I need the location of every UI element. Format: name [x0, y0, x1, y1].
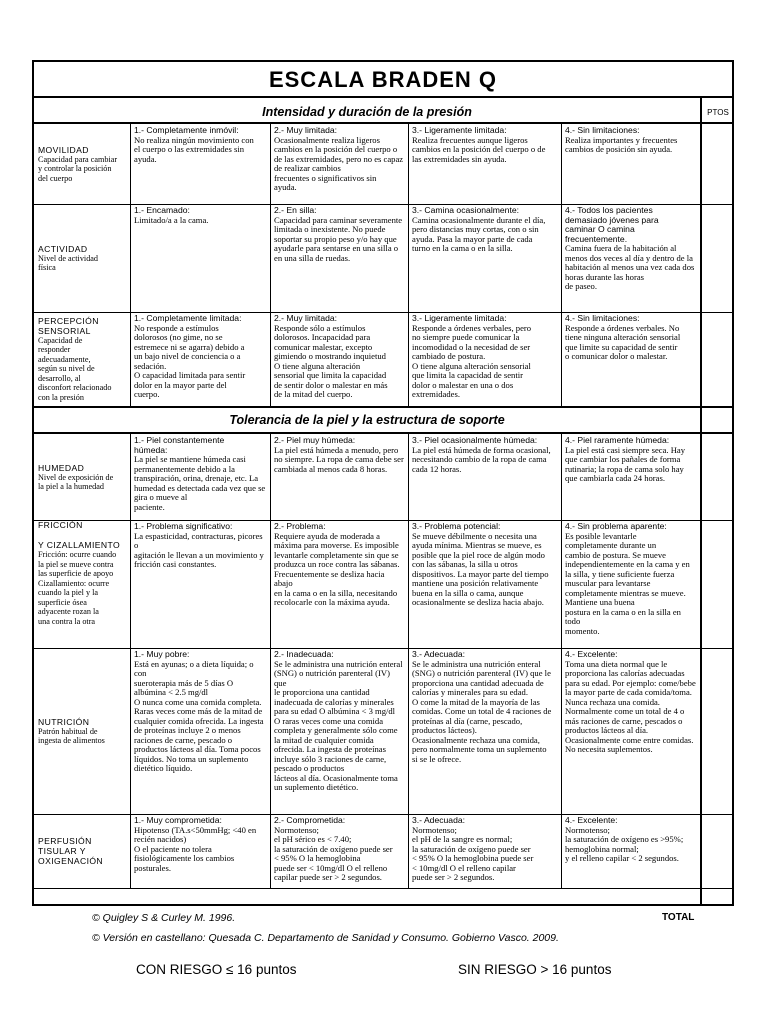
- score-level: 3.- Ligeramente limitada:: [412, 314, 507, 323]
- score-description: Se le administra una nutrición enteral (SNG) o nutrición parenteral (IV) que le proporciona una cantidad inadecuada de calorías y minerales para su edad O albúmina < 3 mg/dl O raras veces come una comida completa y generalmente sólo come la mitad de cualquier comida ofrecida. La ingesta de proteínas incluye sólo 3 raciones de carne, pescado o productos lácteos al día. Ocasionalmente toma un suplemento dietético.: [274, 658, 403, 792]
- column-divider: [700, 406, 702, 432]
- category-name: FRICCIÓN Y CIZALLAMIENTO: [38, 520, 121, 550]
- score-cell: [561, 206, 700, 312]
- column-divider: [700, 96, 702, 122]
- total-label: TOTAL: [662, 912, 695, 923]
- score-cell: [408, 206, 561, 312]
- score-description: Responde a órdenes verbales, pero no siempre puede comunicar la incomodidad o la necesidad de ser cambiado de postura. O tiene alguna alteración sensorial que limita la capacidad de sentir dolor o malestar en una o dos extremidades.: [412, 322, 532, 399]
- score-description: Normotenso; el pH sérico es < 7.40; la saturación de oxígeno puede ser < 95% O la hemoglobina puede ser < 10mg/dl O el relleno capilar puede ser > 2 segundos.: [274, 824, 393, 882]
- category-name: MOVILIDAD: [38, 144, 89, 155]
- score-level: 4.- Piel raramente húmeda:: [565, 436, 670, 445]
- category-description: Capacidad de responder adecuadamente, según su nivel de desarrollo, al disconfort relacionado con la presión: [38, 335, 112, 402]
- category-cell: [34, 312, 130, 406]
- score-description: Ocasionalmente realiza ligeros cambios en la posición del cuerpo o de las extremidades, pero no es capaz de realizar cambios frecuentes o significativos sin ayuda.: [274, 134, 404, 192]
- score-level: 2.- Muy limitada:: [274, 314, 338, 323]
- row-divider: [34, 648, 732, 649]
- category-description: Fricción: ocurre cuando la piel se mueve contra las superficie de apoyo Cizallamiento: ocurre cuando la piel y la superficie ósea adyacente rozan la una contra la otra: [38, 550, 117, 626]
- score-cell: [561, 816, 700, 888]
- copyright-original: © Quigley S & Curley M. 1996.: [92, 912, 236, 924]
- score-cell: [270, 650, 408, 814]
- points-input-cell[interactable]: [702, 814, 732, 888]
- score-level: 2.- Comprometida:: [274, 816, 346, 825]
- page-title: ESCALA BRADEN Q: [34, 62, 732, 98]
- row-divider: [34, 814, 732, 815]
- score-description: La piel está húmeda de forma ocasional, necesitando cambio de la ropa de cama cada 12 horas.: [412, 444, 551, 474]
- score-level: 4.- Sin limitaciones:: [565, 314, 640, 323]
- score-level: 1.- Problema significativo:: [134, 522, 233, 531]
- score-description: Realiza frecuentes aunque ligeros cambios en la posición del cuerpo o de las extremidades sin ayuda.: [412, 134, 546, 164]
- score-level: 4.- Sin problema aparente:: [565, 522, 667, 531]
- score-description: Está en ayunas; o a dieta líquida; o con sueroterapia más de 5 días O albúmina < 2.5 mg/dl O nunca come una comida completa. Raras veces come más de la mitad de cualquier comida ofrecida. La ingesta de proteínas incluye 2 o menos raciones de carne, pescado o productos lácteos al día. Toma pocos líquidos. No toma un suplemento dietético líquido.: [134, 658, 264, 773]
- score-level: 3.- Ligeramente limitada:: [412, 126, 507, 135]
- category-cell: [34, 124, 130, 204]
- score-description: Es posible levantarle completamente durante un cambio de postura. Se mueve independientemente en la cama y en la silla, y tiene suficiente fuerza muscular para levantarse completamente mientras se mueve. Mantiene una buena postura en la cama o en la silla en todo momento.: [565, 530, 690, 636]
- score-level: 2.- Inadecuada:: [274, 650, 334, 659]
- score-description: Camina fuera de la habitación al menos dos veces al día y dentro de la habitación al menos una vez cada dos horas durante las horas de paseo.: [565, 243, 695, 291]
- score-cell: [130, 126, 270, 204]
- points-input-cell[interactable]: [702, 648, 732, 814]
- score-description: Requiere ayuda de moderada a máxima para moverse. Es imposible levantarle completamente sin que se produzca un roce contra las sábanas. Frecuentemente se desliza hacia abajo en la cama o en la silla, necesitando recolocarle con la máxima ayuda.: [274, 530, 400, 607]
- braden-scale-table: [32, 60, 734, 906]
- score-description: Normotenso; la saturación de oxígeno es >95%; hemoglobina normal; y el relleno capilar < 2 segundos.: [565, 824, 684, 863]
- category-name: HUMEDAD: [38, 462, 85, 473]
- score-cell: [130, 522, 270, 648]
- category-description: Capacidad para cambiar y controlar la posición del cuerpo: [38, 154, 118, 183]
- points-input-cell[interactable]: [702, 520, 732, 648]
- points-input-cell[interactable]: [702, 124, 732, 204]
- score-level: 4.- Todos los pacientes demasiado jóvenes para caminar O camina frecuentemente.: [565, 206, 659, 244]
- points-input-cell[interactable]: [702, 434, 732, 520]
- score-description: Responde sólo a estímulos dolorosos. Incapacidad para comunicar malestar, excepto gimiendo o mostrando inquietud O tiene alguna alteración sensorial que limita la capacidad de sentir dolor o malestar en más de la mitad del cuerpo.: [274, 322, 388, 399]
- score-description: Capacidad para caminar severamente limitada o inexistente. No puede soportar su propio peso y/o hay que ayudarle para sentarse en una silla o en una silla de ruedas.: [274, 214, 403, 263]
- score-cell: [561, 126, 700, 204]
- score-level: 1.- Muy comprometida:: [134, 816, 222, 825]
- row-divider: [34, 406, 732, 408]
- row-divider: [34, 432, 732, 434]
- score-description: Se le administra una nutrición enteral (SNG) o nutrición parenteral (IV) que le proporciona una cantidad adecuada de calorías y minerales para su edad. O come la mitad de la mayoría de las comidas. Come un total de 4 raciones de proteínas al día (carne, pescado, productos lácteos). Ocasionalmente rechaza una comida, pero normalmente toma un suplemento si se le ofrece.: [412, 658, 552, 764]
- score-cell: [270, 522, 408, 648]
- score-level: 4.- Excelente:: [565, 650, 618, 659]
- score-cell: [130, 206, 270, 312]
- category-cell: [34, 434, 130, 520]
- score-cell: [408, 126, 561, 204]
- score-description: Responde a órdenes verbales. No tiene ninguna alteración sensorial que limite su capacidad de sentir o comunicar dolor o malestar.: [565, 322, 681, 361]
- score-level: 1.- Completamente inmóvil:: [134, 126, 239, 135]
- score-description: No responde a estímulos dolorosos (no gime, no se estremece ni se agarra) debido a un bajo nivel de conciencia o a sedación. O capacidad limitada para sentir dolor en la mayor parte del cuerpo.: [134, 322, 246, 399]
- score-level: 4.- Excelente:: [565, 816, 618, 825]
- score-cell: [270, 436, 408, 520]
- score-cell: [408, 314, 561, 406]
- score-level: 3.- Adecuada:: [412, 816, 466, 825]
- score-description: Normotenso; el pH de la sangre es normal; la saturación de oxígeno puede ser < 95% O la hemoglobina puede ser < 10mg/dl O el relleno capilar puede ser > 2 segundos.: [412, 824, 534, 882]
- score-description: Camina ocasionalmente durante el día, pero distancias muy cortas, con o sin ayuda. Pasa la mayor parte de cada turno en la cama o en la silla.: [412, 214, 546, 253]
- row-divider: [34, 312, 732, 313]
- score-cell: [270, 126, 408, 204]
- score-level: 3.- Piel ocasionalmente húmeda:: [412, 436, 538, 445]
- points-input-cell[interactable]: [702, 204, 732, 312]
- category-name: ACTIVIDAD: [38, 243, 88, 254]
- category-cell: [34, 204, 130, 312]
- score-cell: [561, 314, 700, 406]
- points-input-cell[interactable]: [702, 312, 732, 406]
- score-cell: [561, 436, 700, 520]
- row-divider: [34, 204, 732, 205]
- score-level: 1.- Piel constantemente húmeda:: [134, 436, 225, 455]
- score-description: La piel está húmeda a menudo, pero no siempre. La ropa de cama debe ser cambiada al menos cada 8 horas.: [274, 444, 404, 474]
- category-name: PERFUSIÓN TISULAR Y OXIGENACIÓN: [38, 836, 104, 866]
- category-cell: [34, 814, 130, 888]
- score-cell: [561, 522, 700, 648]
- risk-threshold-label: CON RIESGO ≤ 16 puntos: [136, 962, 297, 977]
- score-level: 4.- Sin limitaciones:: [565, 126, 640, 135]
- score-level: 3.- Problema potencial:: [412, 522, 501, 531]
- points-column-header: PTOS: [707, 108, 729, 117]
- score-cell: [270, 314, 408, 406]
- score-description: La piel está casi siempre seca. Hay que cambiar los pañales de forma rutinaria; la ropa de cama solo hay que cambiarla cada 24 horas.: [565, 444, 686, 483]
- category-description: Nivel de actividad física: [38, 253, 99, 272]
- category-description: Nivel de exposición de la piel a la humedad: [38, 472, 114, 491]
- category-description: Patrón habitual de ingesta de alimentos: [38, 726, 105, 745]
- score-cell: [130, 816, 270, 888]
- score-cell: [270, 816, 408, 888]
- score-level: 1.- Encamado:: [134, 206, 190, 215]
- row-divider: [34, 520, 732, 521]
- score-description: Se mueve débilmente o necesita una ayuda mínima. Mientras se mueve, es posible que la piel roce de algún modo con las sábanas, la silla u otros dispositivos. La mayor parte del tiempo mantiene una posición relativamente buena en la silla o cama, aunque ocasionalmente se desliza hacia abajo.: [412, 530, 549, 607]
- section-heading-pressure: Intensidad y duración de la presión: [262, 105, 472, 119]
- no-risk-threshold-label: SIN RIESGO > 16 puntos: [458, 962, 612, 977]
- section-heading-skin-tolerance: Tolerancia de la piel y la estructura de soporte: [229, 413, 505, 427]
- category-name: PERCEPCIÓN SENSORIAL: [38, 315, 99, 336]
- score-level: 2.- En silla:: [274, 206, 317, 215]
- score-description: Hipotenso (TA.s<50mmHg; <40 en recién nacidos) O el paciente no tolera fisiológicamente los cambios posturales.: [134, 824, 257, 873]
- copyright-translation: © Versión en castellano: Quesada C. Departamento de Sanidad y Consumo. Gobierno Vasco. 2009.: [92, 932, 559, 944]
- score-description: Toma una dieta normal que le proporciona las calorías adecuadas para su edad. Por ejemplo: come/bebe la mayor parte de cada comida/toma. Nunca rechaza una comida. Normalmente come un total de 4 o más raciones de carne, pescados o productos lácteos al día. Ocasionalmente come entre comidas. No necesita suplementos.: [565, 658, 696, 754]
- score-description: Realiza importantes y frecuentes cambios de posición sin ayuda.: [565, 134, 678, 154]
- score-description: La espasticidad, contracturas, picores o agitación le llevan a un movimiento y fricción casi constantes.: [134, 530, 264, 569]
- score-cell: [561, 650, 700, 814]
- score-cell: [408, 436, 561, 520]
- score-cell: [130, 650, 270, 814]
- category-cell: [34, 648, 130, 814]
- score-cell: [408, 522, 561, 648]
- score-level: 3.- Camina ocasionalmente:: [412, 206, 519, 215]
- score-cell: [270, 206, 408, 312]
- row-divider: [34, 888, 732, 889]
- score-description: La piel se mantiene húmeda casi permanentemente debido a la transpiración, orina, drenaje, etc. La humedad es detectada cada vez que se gira o mueve al paciente.: [134, 454, 266, 512]
- score-level: 3.- Adecuada:: [412, 650, 466, 659]
- score-description: Limitado/a a la cama.: [134, 214, 209, 225]
- score-cell: [130, 314, 270, 406]
- score-level: 1.- Completamente limitada:: [134, 314, 242, 323]
- score-level: 2.- Muy limitada:: [274, 126, 338, 135]
- category-cell: [34, 520, 130, 648]
- column-divider: [700, 888, 702, 906]
- score-cell: [408, 816, 561, 888]
- score-cell: [130, 436, 270, 520]
- score-cell: [408, 650, 561, 814]
- score-description: No realiza ningún movimiento con el cuerpo o las extremidades sin ayuda.: [134, 134, 254, 164]
- score-level: 2.- Piel muy húmeda:: [274, 436, 356, 445]
- row-divider: [34, 122, 732, 124]
- score-level: 2.- Problema:: [274, 522, 326, 531]
- category-name: NUTRICIÓN: [38, 716, 90, 727]
- score-level: 1.- Muy pobre:: [134, 650, 190, 659]
